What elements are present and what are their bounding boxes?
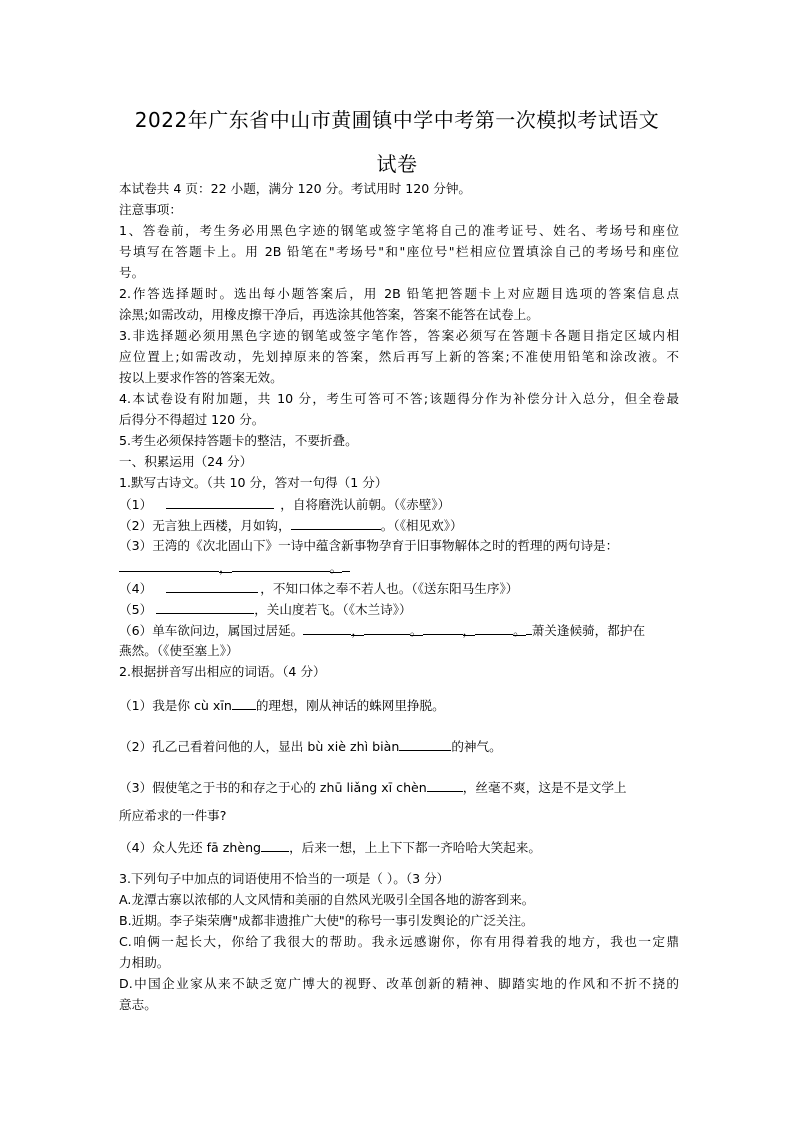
item-text: 的神气。 bbox=[451, 739, 502, 754]
item-text: （1）我是你 cù xīn bbox=[119, 698, 232, 713]
question-1-item-3: （3）王湾的《次北固山下》一诗中蕴含新事物孕育于旧事物解体之时的哲理的两句诗是： bbox=[119, 538, 619, 553]
answer-blank[interactable] bbox=[364, 622, 410, 635]
answer-blank[interactable] bbox=[303, 622, 351, 635]
question-2-item-3 bbox=[119, 779, 679, 796]
item-number: （5） bbox=[119, 602, 153, 617]
item-text: （3）假使笔之于书的和存之于心的 zhū liǎng xī chèn bbox=[119, 780, 427, 795]
question-1-item-3-blanks bbox=[119, 559, 679, 576]
question-1-item-6 bbox=[119, 622, 679, 639]
item-punctuation: ， bbox=[351, 623, 364, 638]
option-a: A.龙潭古寨以浓郁的人文风情和美丽的自然风光吸引全国各地的游客到来。 bbox=[119, 892, 535, 907]
item-number: （4） bbox=[119, 581, 153, 596]
note-2-line-2: 涂黑;如需改动，用橡皮擦干净后，再选涂其他答案，答案不能答在试卷上。 bbox=[119, 307, 539, 322]
exam-intro: 本试卷共 4 页：22 小题，满分 120 分。考试用时 120 分钟。 bbox=[119, 181, 472, 196]
item-punctuation: ， bbox=[219, 560, 232, 575]
answer-blank[interactable] bbox=[156, 601, 254, 614]
item-text: ，不知口体之奉不若人也。（《送东阳马生序》） bbox=[260, 581, 519, 596]
note-5: 5.考生必须保持答题卡的整洁，不要折叠。 bbox=[119, 433, 358, 448]
question-1-item-1 bbox=[119, 496, 679, 513]
item-number: （1） bbox=[119, 497, 153, 512]
page-title: 2022年广东省中山市黄圃镇中学中考第一次模拟考试语文 bbox=[134, 108, 660, 132]
answer-blank[interactable] bbox=[166, 580, 258, 593]
item-text: 的理想，刚从神话的蛛网里挣脱。 bbox=[255, 698, 445, 713]
note-1-line-2: 号填写在答题卡上。用 2B 铅笔在"考场号"和"座位号"栏相应位置填涂自己的考场号和座位 bbox=[119, 244, 679, 259]
question-2-item-3-continued: 所应希求的一件事? bbox=[119, 808, 227, 823]
section-heading: 一、积累运用（24 分） bbox=[119, 454, 253, 469]
item-text: ，关山度若飞。（《木兰诗》） bbox=[254, 602, 412, 617]
note-3-line-2: 应位置上;如需改动，先划掉原来的答案，然后再写上新的答案;不准使用铅笔和涂改液。不 bbox=[119, 349, 679, 364]
note-2-line-1: 2.作答选择题时。选出每小题答案后，用 2B 铅笔把答题卡上对应题目选项的答案信息点 bbox=[119, 286, 679, 301]
answer-blank-tail bbox=[342, 559, 350, 572]
note-1-line-1: 1、答卷前，考生务必用黑色字迹的钢笔或签字笔将自己的准考证号、姓名、考场号和座位 bbox=[119, 223, 679, 238]
option-b: B.近期。李子柒荣膺"成都非遗推广大使"的称号一事引发舆论的广泛关注。 bbox=[119, 913, 534, 928]
item-text: 。（《相见欢》） bbox=[380, 518, 463, 533]
question-1-stem: 1.默写古诗文。（共 10 分，答对一句得（1 分） bbox=[119, 475, 388, 490]
answer-blank[interactable] bbox=[423, 622, 463, 635]
page-title-continued: 试卷 bbox=[376, 152, 418, 176]
item-punctuation: 。 bbox=[329, 560, 343, 575]
notice-heading: 注意事项： bbox=[119, 202, 182, 217]
option-c-line-1: C.咱俩一起长大，你给了我很大的帮助。我永远感谢你，你有用得着我的地方，我也一定鼎 bbox=[119, 934, 679, 949]
answer-blank[interactable] bbox=[119, 559, 219, 572]
item-text: （4）众人先还 fā zhèng bbox=[119, 840, 262, 855]
question-1-item-4 bbox=[119, 580, 679, 597]
question-2-item-2 bbox=[119, 738, 679, 755]
note-1-line-3: 号。 bbox=[119, 265, 145, 280]
answer-blank[interactable] bbox=[427, 779, 463, 792]
question-2-stem: 2.根据拼音写出相应的词语。（4 分） bbox=[119, 664, 326, 679]
note-3-line-3: 按以上要求作答的答案无效。 bbox=[119, 370, 283, 385]
item-punctuation: 。 bbox=[409, 623, 423, 638]
option-c-line-2: 力相助。 bbox=[119, 955, 170, 970]
answer-blank[interactable] bbox=[166, 496, 274, 509]
note-4-line-1: 4.本试卷设有附加题，共 10 分，考生可答可不答;该题得分作为补偿分计入总分，但全卷最 bbox=[119, 391, 679, 406]
question-2-item-1 bbox=[119, 697, 679, 714]
answer-blank[interactable] bbox=[399, 738, 451, 751]
answer-blank[interactable] bbox=[261, 839, 289, 852]
note-3-line-1: 3.非选择题必须用黑色字迹的钢笔或签字笔作答，答案必须写在答题卡各题目指定区域内相 bbox=[119, 328, 679, 343]
item-text: （6）单车欲问边，属国过居延。 bbox=[119, 623, 304, 638]
question-3-stem: 3.下列句子中加点的词语使用不恰当的一项是（ ）。（3 分） bbox=[119, 871, 450, 886]
answer-blank[interactable] bbox=[232, 697, 256, 710]
item-text: （2）孔乙己看着问他的人，显出 bù xiè zhì biàn bbox=[119, 739, 400, 754]
answer-blank[interactable] bbox=[475, 622, 513, 635]
answer-blank[interactable] bbox=[291, 517, 381, 530]
option-d-line-1: D.中国企业家从来不缺乏宽广博大的视野、改革创新的精神、脚踏实地的作风和不折不挠的 bbox=[119, 976, 679, 991]
item-text: 萧关逢候骑，都护在 bbox=[531, 623, 646, 638]
item-text: （2）无言独上西楼，月如钩， bbox=[119, 518, 291, 533]
answer-blank[interactable] bbox=[232, 559, 330, 572]
item-text: ，后来一想，上上下下都一齐哈哈大笑起来。 bbox=[289, 840, 541, 855]
item-punctuation: 。 bbox=[513, 623, 526, 638]
question-1-item-2 bbox=[119, 517, 679, 534]
question-1-item-5 bbox=[119, 601, 679, 618]
item-text: ，自将磨洗认前朝。（《赤壁》） bbox=[280, 497, 451, 512]
question-2-item-4 bbox=[119, 839, 679, 856]
item-punctuation: ， bbox=[462, 623, 476, 638]
note-4-line-2: 后得分不得超过 120 分。 bbox=[119, 412, 265, 427]
option-d-line-2: 意志。 bbox=[119, 997, 157, 1012]
item-text: ，丝毫不爽，这是不是文学上 bbox=[462, 780, 627, 795]
question-1-item-6-continued: 燕然。（《使至塞上》） bbox=[119, 643, 239, 658]
